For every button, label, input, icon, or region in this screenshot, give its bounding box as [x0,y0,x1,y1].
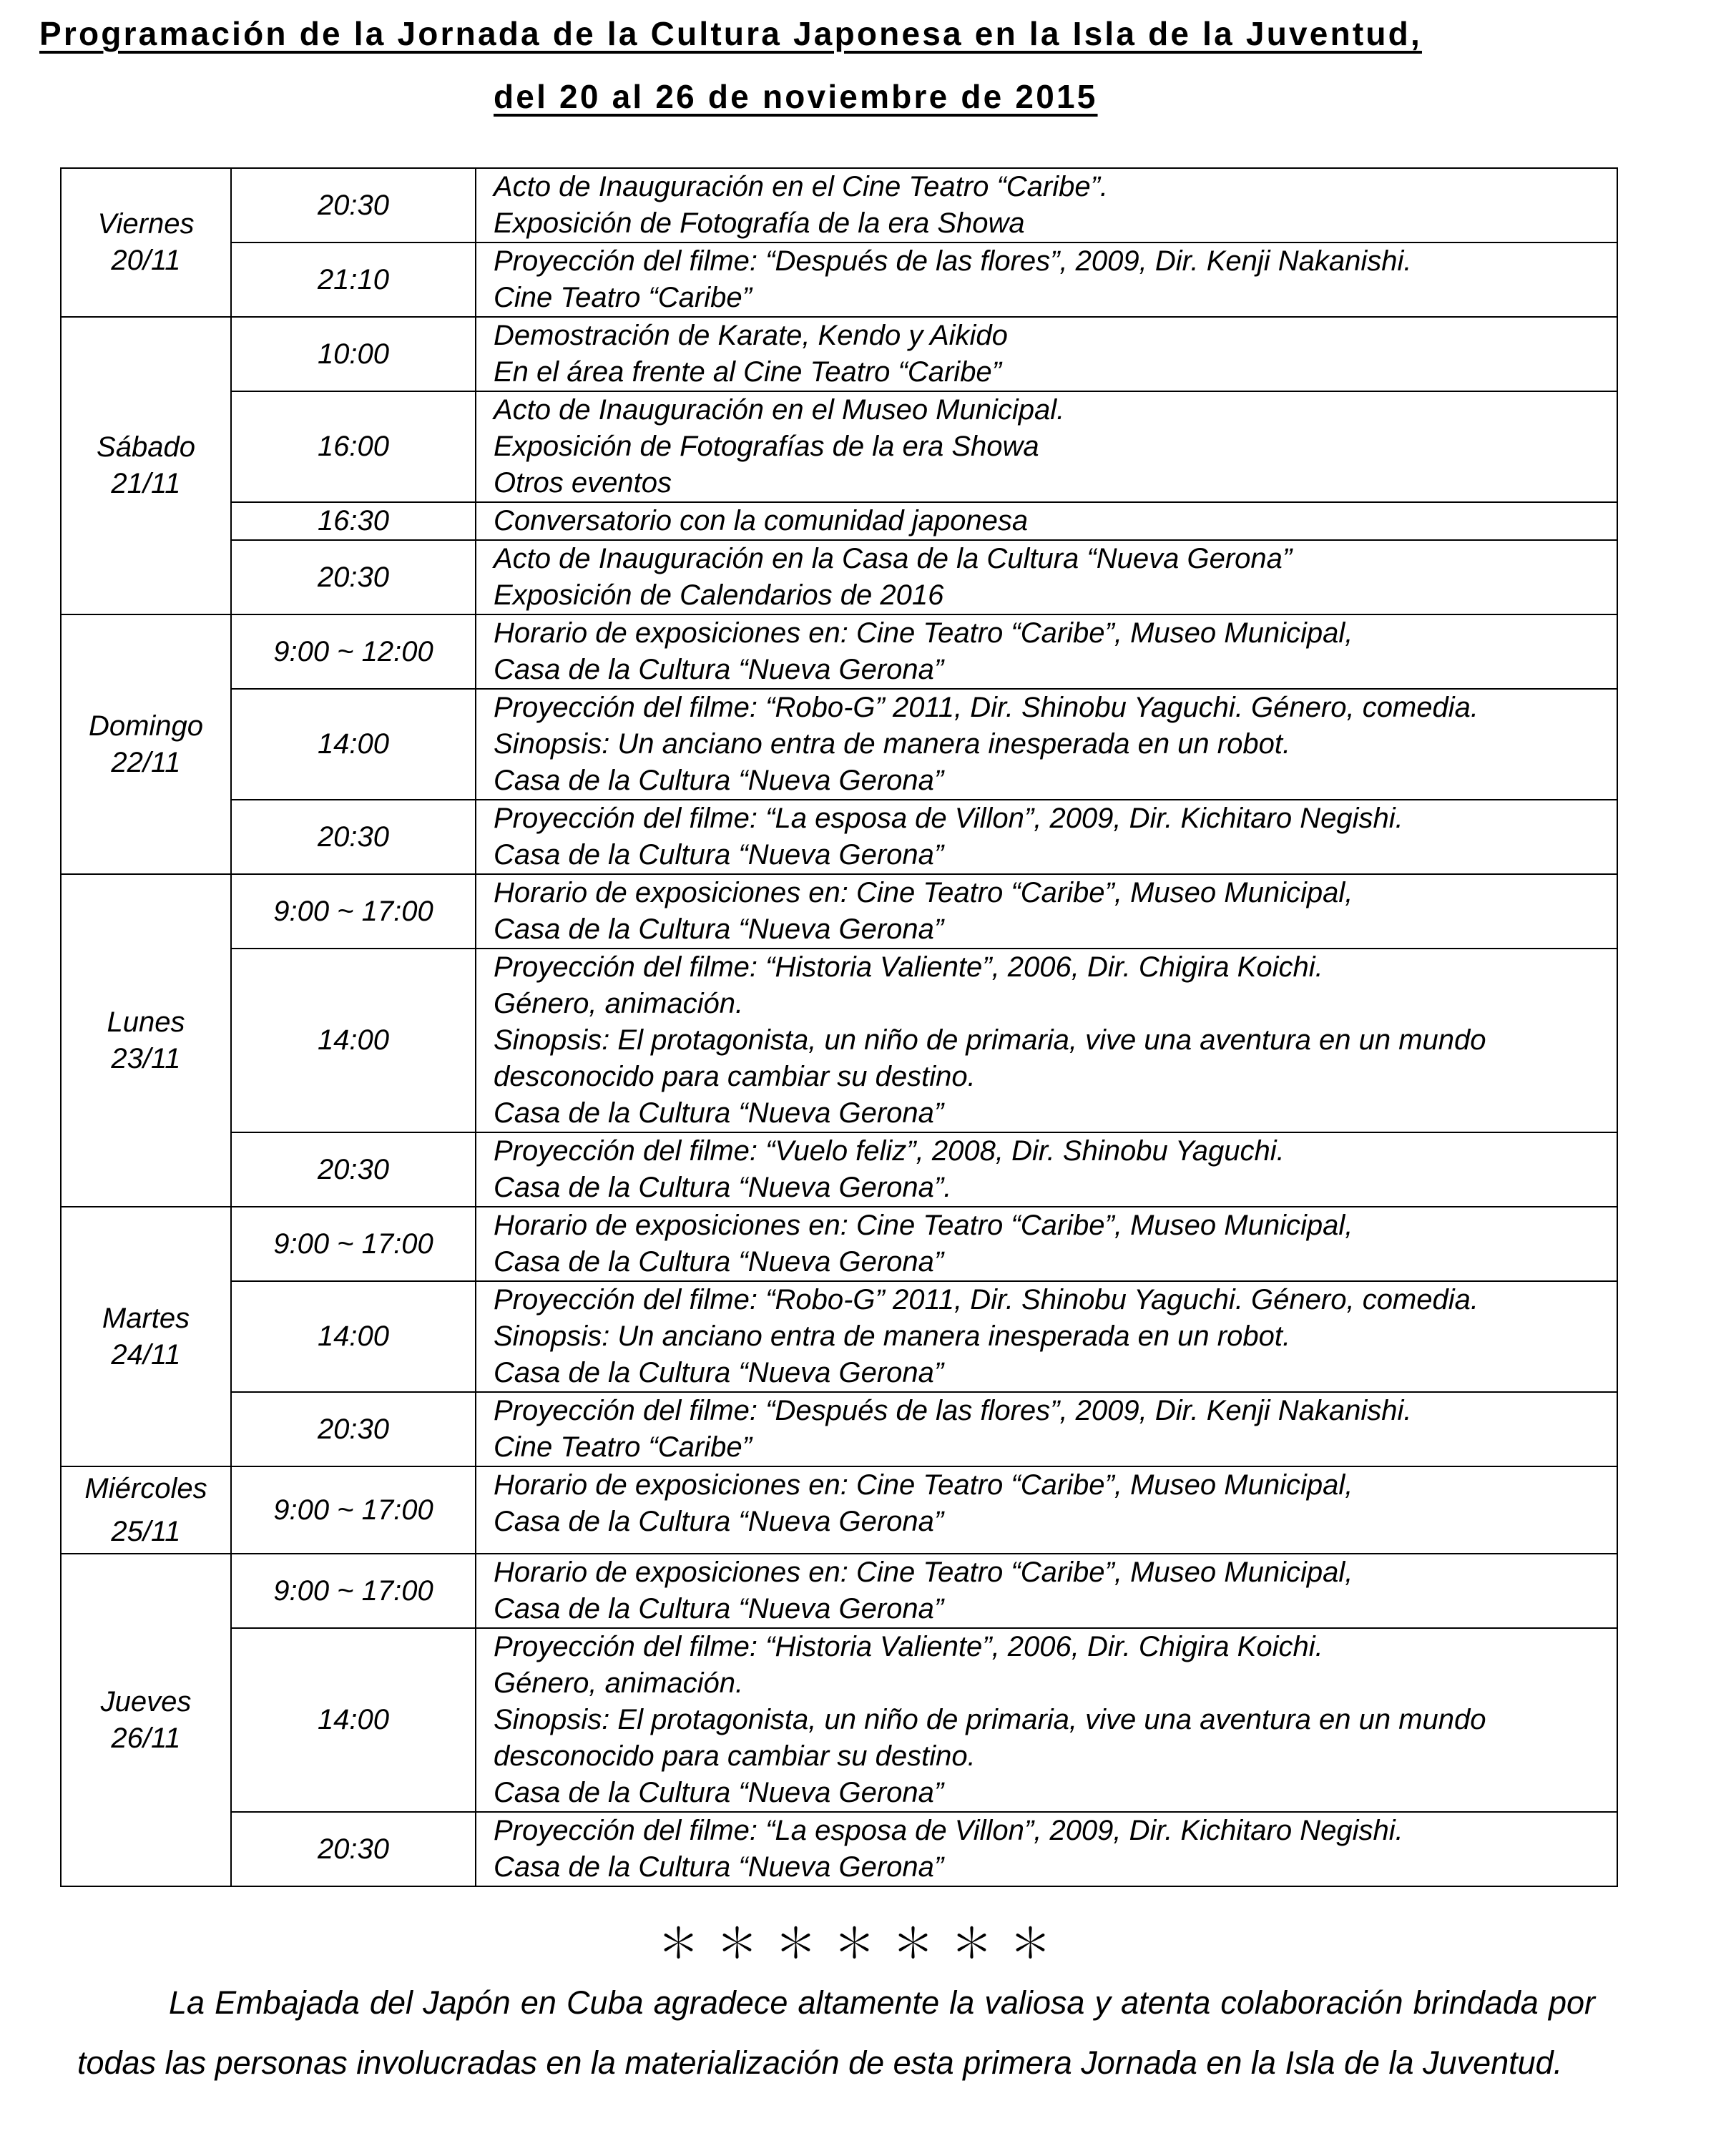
event-description [476,540,1617,614]
day-cell [61,168,231,317]
schedule-row [61,1281,1617,1392]
event-time: 16:30 [231,502,476,540]
schedule-row [61,1628,1617,1812]
event-description-line: Proyección del filme: “Robo-G” 2011, Dir. Shinobu Yaguchi. Género, comedia. [494,692,1479,723]
event-description-line: Cine Teatro “Caribe” [494,1431,752,1463]
event-time: 20:30 [231,1132,476,1207]
event-description-line: Exposición de Fotografías de la era Showa [494,431,1039,462]
day-date: 24/11 [111,1338,181,1371]
event-description-line: Casa de la Cultura “Nueva Gerona” [494,1246,944,1278]
schedule-row [61,800,1617,874]
day-date: 26/11 [111,1722,181,1754]
event-description-line: Proyección del filme: “Robo-G” 2011, Dir. Shinobu Yaguchi. Género, comedia. [494,1284,1479,1315]
schedule-row [61,1554,1617,1628]
event-description-line: Horario de exposiciones en: Cine Teatro “Caribe”, Museo Municipal, [494,1469,1353,1501]
schedule-table [60,167,1618,1887]
event-description-line: Casa de la Cultura “Nueva Gerona” [494,1357,944,1388]
schedule-body [61,168,1617,1886]
day-date: 25/11 [111,1516,181,1547]
event-description-line: Proyección del filme: “Historia Valiente”, 2006, Dir. Chigira Koichi. [494,1631,1323,1662]
day-cell [61,1466,231,1554]
schedule-row [61,1392,1617,1466]
event-description-line: Casa de la Cultura “Nueva Gerona” [494,765,944,796]
day-name: Domingo [88,710,204,742]
day-name: Lunes [107,1006,185,1038]
day-date: 20/11 [111,245,181,276]
page-title-line-1: Programación de la Jornada de la Cultura Japonesa en la Isla de la Juventud, [39,15,1422,52]
schedule-row [61,1132,1617,1207]
event-description [476,1554,1617,1628]
event-description-line: Casa de la Cultura “Nueva Gerona” [494,1777,944,1808]
event-time: 14:00 [231,689,476,800]
day-name: Miércoles [84,1473,207,1504]
day-date: 23/11 [111,1042,181,1074]
day-cell [61,1207,231,1466]
event-description-line: Sinopsis: Un anciano entra de manera inesperada en un robot. [494,1320,1291,1352]
event-time: 9:00 ~ 12:00 [231,614,476,689]
event-description-line: En el área frente al Cine Teatro “Caribe” [494,356,1001,388]
schedule-row [61,1812,1617,1886]
schedule-row [61,1207,1617,1281]
schedule-row [61,391,1617,502]
event-description-line: Conversatorio con la comunidad japonesa [494,505,1029,536]
schedule-row [61,502,1617,540]
day-cell [61,874,231,1207]
event-description [476,1628,1617,1812]
schedule-row [61,949,1617,1132]
event-description-line: Horario de exposiciones en: Cine Teatro “Caribe”, Museo Municipal, [494,1210,1353,1241]
event-description-line: Casa de la Cultura “Nueva Gerona” [494,839,944,871]
event-description-line: Demostración de Karate, Kendo y Aikido [494,320,1008,351]
event-description-line: Exposición de Calendarios de 2016 [494,579,944,611]
closing-paragraph: La Embajada del Japón en Cuba agradece altamente la valiosa y atenta colaboración brindada por todas las personas involucradas en la materialización de esta primera Jornada en la Isla de la Juventud. [77,1984,1595,2081]
event-description-line: Género, animación. [494,1667,744,1699]
event-description-line: Proyección del filme: “Vuelo feliz”, 2008, Dir. Shinobu Yaguchi. [494,1135,1285,1167]
event-description [476,689,1617,800]
event-time: 20:30 [231,800,476,874]
event-description-line: Acto de Inauguración en el Cine Teatro “Caribe”. [494,171,1109,202]
schedule-row [61,874,1617,949]
schedule-row [61,168,1617,242]
event-time: 20:30 [231,168,476,242]
day-date: 21/11 [111,468,181,499]
event-description-line: Proyección del filme: “La esposa de Villon”, 2009, Dir. Kichitaro Negishi. [494,1815,1403,1846]
event-description [476,391,1617,502]
event-description-line: Sinopsis: El protagonista, un niño de primaria, vive una aventura en un mundo [494,1704,1486,1735]
day-cell [61,1554,231,1886]
event-description-line: Casa de la Cultura “Nueva Gerona” [494,1593,944,1625]
event-description-line: Proyección del filme: “La esposa de Villon”, 2009, Dir. Kichitaro Negishi. [494,803,1403,834]
schedule-row [61,242,1617,317]
event-time: 10:00 [231,317,476,391]
day-name: Viernes [97,208,195,240]
event-time: 14:00 [231,1628,476,1812]
event-description [476,1132,1617,1207]
event-description-line: Casa de la Cultura “Nueva Gerona”. [494,1172,952,1203]
event-description-line: Sinopsis: El protagonista, un niño de primaria, vive una aventura en un mundo [494,1024,1486,1056]
event-time: 20:30 [231,1392,476,1466]
event-description-line: Género, animación. [494,988,744,1019]
schedule-row [61,317,1617,391]
event-time: 20:30 [231,1812,476,1886]
event-description [476,1207,1617,1281]
day-cell [61,317,231,614]
event-time: 14:00 [231,1281,476,1392]
event-description-line: Cine Teatro “Caribe” [494,282,752,313]
event-time: 9:00 ~ 17:00 [231,1207,476,1281]
event-time: 14:00 [231,949,476,1132]
event-description [476,1392,1617,1466]
event-description-line: Casa de la Cultura “Nueva Gerona” [494,1097,944,1129]
day-name: Martes [102,1302,190,1334]
event-description [476,1812,1617,1886]
event-time: 16:00 [231,391,476,502]
event-description-line: Sinopsis: Un anciano entra de manera inesperada en un robot. [494,728,1291,760]
event-description-line: Acto de Inauguración en el Museo Municipal. [494,394,1065,426]
event-description [476,1466,1617,1554]
page-title-line-2: del 20 al 26 de noviembre de 2015 [494,78,1098,115]
event-description-line: Acto de Inauguración en la Casa de la Cultura “Nueva Gerona” [494,543,1293,574]
event-time: 20:30 [231,540,476,614]
day-name: Sábado [97,431,195,463]
event-description [476,502,1617,540]
schedule-row [61,614,1617,689]
schedule-row [61,1466,1617,1554]
event-description [476,242,1617,317]
event-description-line: Exposición de Fotografía de la era Showa [494,207,1025,239]
event-description [476,168,1617,242]
event-description-line: Horario de exposiciones en: Cine Teatro “Caribe”, Museo Municipal, [494,1557,1353,1588]
schedule-row [61,540,1617,614]
event-description-line: Casa de la Cultura “Nueva Gerona” [494,1506,944,1537]
event-description-line: Proyección del filme: “Después de las flores”, 2009, Dir. Kenji Nakanishi. [494,1395,1412,1426]
event-description [476,614,1617,689]
event-description [476,874,1617,949]
event-description-line: Proyección del filme: “Historia Valiente”, 2006, Dir. Chigira Koichi. [494,951,1323,983]
event-description-line: desconocido para cambiar su destino. [494,1061,976,1092]
event-description-line: Casa de la Cultura “Nueva Gerona” [494,913,944,945]
schedule-row [61,689,1617,800]
event-description-line: Horario de exposiciones en: Cine Teatro “Caribe”, Museo Municipal, [494,877,1353,908]
event-description-line: Otros eventos [494,467,672,499]
event-description [476,1281,1617,1392]
event-time: 9:00 ~ 17:00 [231,1554,476,1628]
event-description [476,317,1617,391]
event-description [476,800,1617,874]
separator-stars: ＊＊＊＊＊＊＊ [657,1921,1069,1967]
event-time: 9:00 ~ 17:00 [231,874,476,949]
event-description-line: Proyección del filme: “Después de las flores”, 2009, Dir. Kenji Nakanishi. [494,245,1412,277]
day-name: Jueves [100,1685,192,1718]
event-description-line: Casa de la Cultura “Nueva Gerona” [494,654,944,685]
day-date: 22/11 [111,746,181,778]
event-description-line: desconocido para cambiar su destino. [494,1740,976,1772]
event-time: 21:10 [231,242,476,317]
event-description [476,949,1617,1132]
event-description-line: Casa de la Cultura “Nueva Gerona” [494,1851,944,1883]
day-cell [61,614,231,874]
event-description-line: Horario de exposiciones en: Cine Teatro “Caribe”, Museo Municipal, [494,617,1353,649]
event-time: 9:00 ~ 17:00 [231,1466,476,1554]
